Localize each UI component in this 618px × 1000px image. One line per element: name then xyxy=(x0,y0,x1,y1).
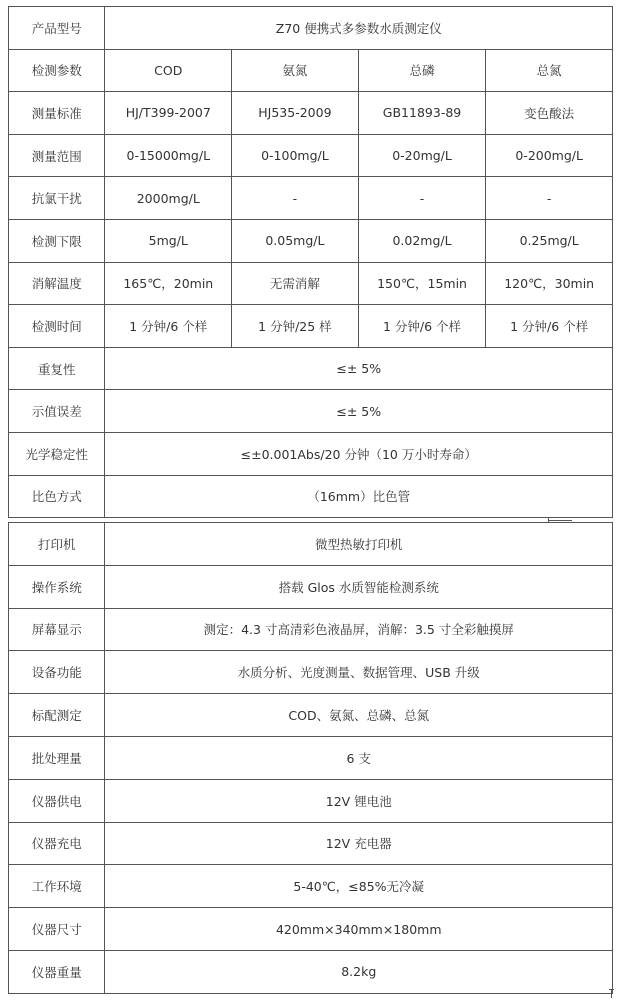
table-row xyxy=(9,908,613,951)
table-cell: ≤± 5% xyxy=(105,390,613,433)
table-row xyxy=(9,219,613,262)
table-row xyxy=(9,177,613,220)
table-cell: HJ535-2009 xyxy=(232,92,359,135)
row-label: 仪器重量 xyxy=(9,950,105,993)
table-cell: - xyxy=(232,177,359,220)
table-cell: HJ/T399-2007 xyxy=(105,92,232,135)
table-row xyxy=(9,608,613,651)
table-row xyxy=(9,262,613,305)
table-cell: 1 分钟/6 个样 xyxy=(358,305,486,348)
table-row xyxy=(9,347,613,390)
row-label: 测量标准 xyxy=(9,92,105,135)
table-cell: - xyxy=(358,177,486,220)
table-row xyxy=(9,49,613,92)
divider xyxy=(611,990,612,998)
table-row xyxy=(9,694,613,737)
table-cell: 6 支 xyxy=(105,736,613,779)
row-label: 检测时间 xyxy=(9,305,105,348)
row-label: 屏幕显示 xyxy=(9,608,105,651)
spec-table xyxy=(8,6,613,518)
table-cell: 0-20mg/L xyxy=(358,134,486,177)
table-cell: 总磷 xyxy=(358,49,486,92)
table-cell: 总氮 xyxy=(486,49,613,92)
table-cell: 氨氮 xyxy=(232,49,359,92)
row-label: 抗氯干扰 xyxy=(9,177,105,220)
row-label: 打印机 xyxy=(9,523,105,566)
table-cell: 165℃，20min xyxy=(105,262,232,305)
table-cell: GB11893-89 xyxy=(358,92,486,135)
row-label: 检测参数 xyxy=(9,49,105,92)
table-cell: ≤±0.001Abs/20 分钟（10 万小时寿命） xyxy=(105,432,613,475)
table-cell: 0.05mg/L xyxy=(232,219,359,262)
table-row xyxy=(9,390,613,433)
table-row xyxy=(9,432,613,475)
table-row xyxy=(9,736,613,779)
row-label: 测量范围 xyxy=(9,134,105,177)
table-row xyxy=(9,475,613,518)
row-label: 设备功能 xyxy=(9,651,105,694)
divider xyxy=(609,989,614,990)
table-cell: - xyxy=(486,177,613,220)
divider xyxy=(548,520,572,521)
table-cell: （16mm）比色管 xyxy=(105,475,613,518)
row-label: 仪器充电 xyxy=(9,822,105,865)
table-row xyxy=(9,822,613,865)
table-cell: 120℃，30min xyxy=(486,262,613,305)
product-model: Z70 便携式多参数水质测定仪 xyxy=(105,7,613,50)
row-label: 检测下限 xyxy=(9,219,105,262)
table-cell: 水质分析、光度测量、数据管理、USB 升级 xyxy=(105,651,613,694)
row-label: 仪器供电 xyxy=(9,779,105,822)
table-cell: 1 分钟/6 个样 xyxy=(486,305,613,348)
table-row xyxy=(9,92,613,135)
table-cell: 2000mg/L xyxy=(105,177,232,220)
row-label: 标配测定 xyxy=(9,694,105,737)
row-label: 消解温度 xyxy=(9,262,105,305)
table-cell: 搭载 Glos 水质智能检测系统 xyxy=(105,565,613,608)
table-cell: 1 分钟/25 样 xyxy=(232,305,359,348)
table-cell: COD xyxy=(105,49,232,92)
row-label: 批处理量 xyxy=(9,736,105,779)
table-cell: 5mg/L xyxy=(105,219,232,262)
table-cell: 无需消解 xyxy=(232,262,359,305)
table-row xyxy=(9,523,613,566)
row-label: 光学稳定性 xyxy=(9,432,105,475)
row-label: 产品型号 xyxy=(9,7,105,50)
table-cell: 12V 锂电池 xyxy=(105,779,613,822)
table-cell: ≤± 5% xyxy=(105,347,613,390)
row-label: 工作环境 xyxy=(9,865,105,908)
table-cell: 变色酸法 xyxy=(486,92,613,135)
row-label: 比色方式 xyxy=(9,475,105,518)
table-row xyxy=(9,779,613,822)
table-cell: COD、氨氮、总磷、总氮 xyxy=(105,694,613,737)
table-cell: 8.2kg xyxy=(105,950,613,993)
table-row xyxy=(9,651,613,694)
table-cell: 0.02mg/L xyxy=(358,219,486,262)
table-cell: 0.25mg/L xyxy=(486,219,613,262)
table-cell: 微型热敏打印机 xyxy=(105,523,613,566)
table-cell: 150℃，15min xyxy=(358,262,486,305)
table-cell: 1 分钟/6 个样 xyxy=(105,305,232,348)
table-cell: 5-40℃，≤85%无冷凝 xyxy=(105,865,613,908)
table-cell: 0-200mg/L xyxy=(486,134,613,177)
row-label: 重复性 xyxy=(9,347,105,390)
table-row xyxy=(9,565,613,608)
device-table xyxy=(8,522,613,994)
table-row xyxy=(9,134,613,177)
table-cell: 0-100mg/L xyxy=(232,134,359,177)
table-row xyxy=(9,7,613,50)
table-row xyxy=(9,865,613,908)
row-label: 操作系统 xyxy=(9,565,105,608)
table-row xyxy=(9,950,613,993)
row-label: 仪器尺寸 xyxy=(9,908,105,951)
table-cell: 0-15000mg/L xyxy=(105,134,232,177)
table-cell: 测定：4.3 寸高清彩色液晶屏，消解：3.5 寸全彩触摸屏 xyxy=(105,608,613,651)
table-cell: 12V 充电器 xyxy=(105,822,613,865)
table-row xyxy=(9,305,613,348)
row-label: 示值误差 xyxy=(9,390,105,433)
table-cell: 420mm×340mm×180mm xyxy=(105,908,613,951)
